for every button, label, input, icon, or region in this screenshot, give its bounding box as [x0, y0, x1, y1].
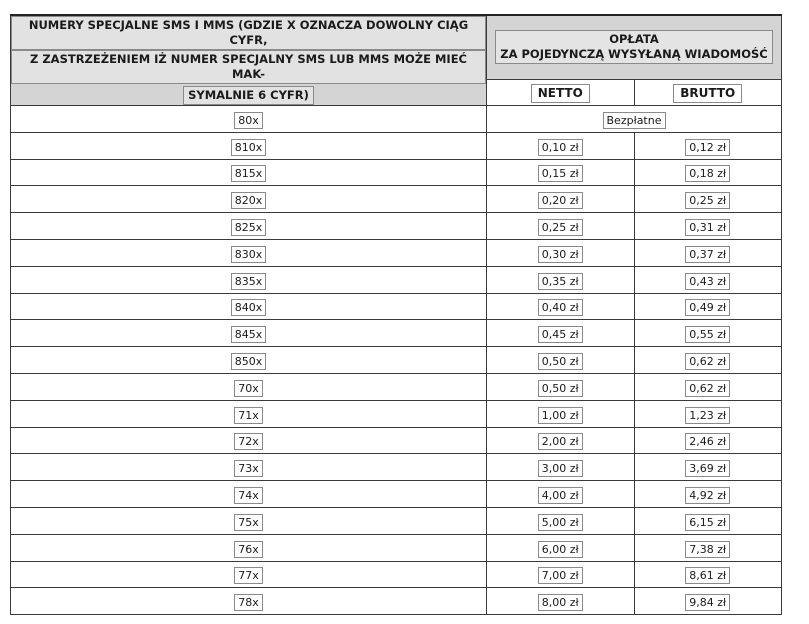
netto-value: 3,00 zł: [538, 460, 583, 477]
table-row: [11, 159, 782, 186]
table-row: [11, 534, 782, 561]
number-value: 73x: [234, 460, 263, 477]
netto-value: 0,35 zł: [538, 273, 583, 290]
number-cell: [11, 239, 487, 266]
brutto-cell: [634, 132, 782, 159]
netto-header-label: NETTO: [531, 84, 590, 103]
brutto-cell: [634, 320, 782, 347]
number-value: 76x: [234, 541, 263, 558]
netto-cell: [487, 400, 635, 427]
brutto-cell: [634, 186, 782, 213]
brutto-value: 3,69 zł: [685, 460, 730, 477]
table-row: [11, 293, 782, 320]
netto-cell: [487, 588, 635, 615]
netto-value: 2,00 zł: [538, 433, 583, 450]
number-value: 840x: [231, 299, 267, 316]
netto-value: 0,50 zł: [538, 380, 583, 397]
netto-cell: [487, 507, 635, 534]
brutto-cell: [634, 347, 782, 374]
brutto-cell: [634, 213, 782, 240]
number-cell: [11, 400, 487, 427]
brutto-cell: [634, 481, 782, 508]
table-row: [11, 320, 782, 347]
table-row: [11, 588, 782, 615]
brutto-value: 0,62 zł: [685, 380, 730, 397]
netto-value: 6,00 zł: [538, 541, 583, 558]
table-row: [11, 400, 782, 427]
brutto-cell: [634, 561, 782, 588]
netto-value: 1,00 zł: [538, 407, 583, 424]
brutto-cell: [634, 266, 782, 293]
number-value: 825x: [231, 219, 267, 236]
free-price-value: Bezpłatne: [603, 112, 666, 129]
netto-value: 4,00 zł: [538, 487, 583, 504]
number-value: 850x: [231, 353, 267, 370]
table-row: [11, 427, 782, 454]
brutto-value: 0,18 zł: [685, 165, 730, 182]
netto-cell: [487, 481, 635, 508]
netto-cell: [487, 293, 635, 320]
brutto-value: 0,43 zł: [685, 273, 730, 290]
brutto-value: 4,92 zł: [685, 487, 730, 504]
number-cell: [11, 106, 487, 133]
number-cell: [11, 186, 487, 213]
brutto-cell: [634, 507, 782, 534]
table-row: [11, 561, 782, 588]
netto-cell: [487, 213, 635, 240]
pricing-table: [10, 14, 782, 615]
numbers-header-line-2: Z ZASTRZEŻENIEM IŻ NUMER SPECJALNY SMS LUB MMS MOŻE MIEĆ MAK-: [11, 50, 486, 84]
number-cell: [11, 320, 487, 347]
number-cell: [11, 454, 487, 481]
netto-value: 5,00 zł: [538, 514, 583, 531]
table-row: [11, 373, 782, 400]
brutto-value: 9,84 zł: [685, 594, 730, 611]
brutto-cell: [634, 239, 782, 266]
number-value: 820x: [231, 192, 267, 209]
brutto-cell: [634, 454, 782, 481]
number-cell: [11, 507, 487, 534]
fee-column-header: [487, 15, 782, 79]
netto-value: 0,25 zł: [538, 219, 583, 236]
brutto-header-label: BRUTTO: [673, 84, 742, 103]
brutto-value: 8,61 zł: [685, 567, 730, 584]
table-row: [11, 213, 782, 240]
number-cell: [11, 132, 487, 159]
number-cell: [11, 159, 487, 186]
netto-value: 0,40 zł: [538, 299, 583, 316]
number-value: 810x: [231, 139, 267, 156]
brutto-value: 0,25 zł: [685, 192, 730, 209]
brutto-value: 0,49 zł: [685, 299, 730, 316]
number-value: 77x: [234, 567, 263, 584]
brutto-value: 0,55 zł: [685, 326, 730, 343]
netto-value: 0,20 zł: [538, 192, 583, 209]
brutto-value: 0,12 zł: [685, 139, 730, 156]
netto-cell: [487, 454, 635, 481]
netto-cell: [487, 427, 635, 454]
number-cell: [11, 481, 487, 508]
netto-value: 8,00 zł: [538, 594, 583, 611]
table-row: [11, 347, 782, 374]
netto-value: 0,30 zł: [538, 246, 583, 263]
table-row: [11, 266, 782, 293]
netto-cell: [487, 186, 635, 213]
brutto-value: 0,31 zł: [685, 219, 730, 236]
table-row: [11, 481, 782, 508]
numbers-header-line-3: SYMALNIE 6 CYFR): [183, 86, 314, 105]
number-value: 815x: [231, 165, 267, 182]
numbers-column-header: [11, 15, 487, 106]
netto-cell: [487, 132, 635, 159]
number-cell: [11, 266, 487, 293]
number-cell: [11, 347, 487, 374]
netto-cell: [487, 347, 635, 374]
number-value: 71x: [234, 407, 263, 424]
numbers-header-line-1: NUMERY SPECJALNE SMS I MMS (GDZIE X OZNACZA DOWOLNY CIĄG CYFR,: [11, 16, 486, 50]
free-price-cell: [487, 106, 782, 133]
table-row: [11, 186, 782, 213]
fee-header-label: [495, 30, 773, 64]
netto-column-header: [487, 79, 635, 105]
brutto-cell: [634, 534, 782, 561]
netto-value: 0,10 zł: [538, 139, 583, 156]
table-row: [11, 454, 782, 481]
fee-header-line-2: ZA POJEDYNCZĄ WYSYŁANĄ WIADOMOŚĆ: [500, 47, 768, 62]
netto-cell: [487, 534, 635, 561]
brutto-cell: [634, 427, 782, 454]
number-value: 72x: [234, 433, 263, 450]
number-cell: [11, 561, 487, 588]
brutto-value: 7,38 zł: [685, 541, 730, 558]
number-value: 75x: [234, 514, 263, 531]
netto-value: 7,00 zł: [538, 567, 583, 584]
number-value: 70x: [234, 380, 263, 397]
brutto-cell: [634, 588, 782, 615]
table-row: [11, 106, 782, 133]
netto-cell: [487, 561, 635, 588]
number-cell: [11, 427, 487, 454]
netto-cell: [487, 159, 635, 186]
netto-value: 0,45 zł: [538, 326, 583, 343]
number-cell: [11, 293, 487, 320]
brutto-value: 1,23 zł: [685, 407, 730, 424]
brutto-cell: [634, 400, 782, 427]
number-cell: [11, 373, 487, 400]
number-cell: [11, 534, 487, 561]
table-row: [11, 239, 782, 266]
brutto-column-header: [634, 79, 782, 105]
netto-value: 0,50 zł: [538, 353, 583, 370]
number-value: 74x: [234, 487, 263, 504]
brutto-value: 0,62 zł: [685, 353, 730, 370]
fee-header-line-1: OPŁATA: [609, 32, 659, 47]
table-row: [11, 132, 782, 159]
brutto-value: 6,15 zł: [685, 514, 730, 531]
netto-cell: [487, 320, 635, 347]
number-cell: [11, 213, 487, 240]
number-value: 835x: [231, 273, 267, 290]
netto-cell: [487, 239, 635, 266]
brutto-value: 0,37 zł: [685, 246, 730, 263]
netto-cell: [487, 373, 635, 400]
number-value: 845x: [231, 326, 267, 343]
brutto-cell: [634, 293, 782, 320]
netto-cell: [487, 266, 635, 293]
brutto-cell: [634, 373, 782, 400]
number-value: 80x: [234, 112, 263, 129]
number-value: 830x: [231, 246, 267, 263]
brutto-cell: [634, 159, 782, 186]
number-value: 78x: [234, 594, 263, 611]
number-cell: [11, 588, 487, 615]
table-row: [11, 507, 782, 534]
brutto-value: 2,46 zł: [685, 433, 730, 450]
netto-value: 0,15 zł: [538, 165, 583, 182]
